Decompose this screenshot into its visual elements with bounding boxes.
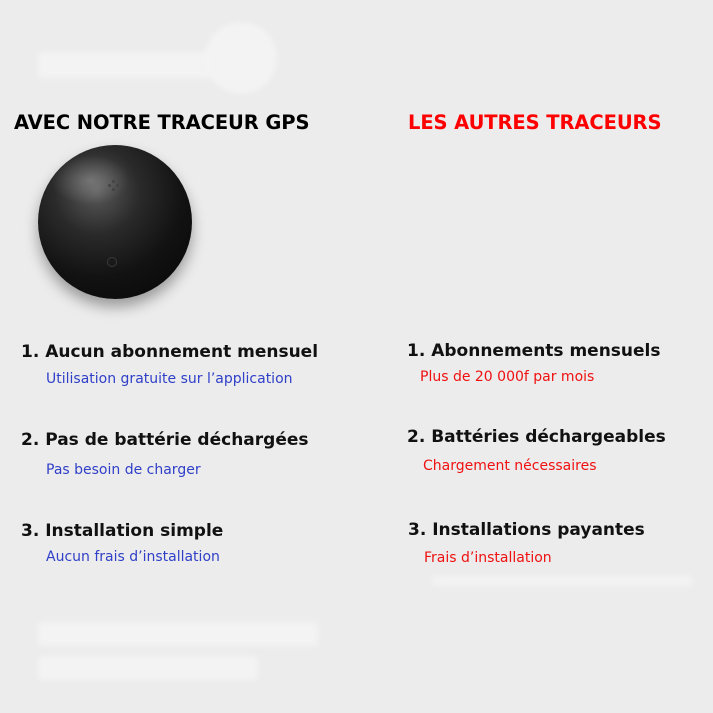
gps-tracker-image (38, 145, 192, 299)
right-item-2-subtitle: Chargement nécessaires (423, 458, 597, 474)
faded-text-bottom-1 (38, 622, 318, 646)
device-mic-holes (108, 180, 120, 192)
faded-text-bottom-2 (38, 656, 258, 680)
right-item-1-subtitle: Plus de 20 000f par mois (420, 369, 595, 385)
heading-other-trackers: LES AUTRES TRACEURS (408, 111, 662, 134)
left-item-2-title: 2. Pas de battérie déchargées (21, 430, 309, 450)
right-item-2-title: 2. Battéries déchargeables (407, 427, 666, 447)
left-item-1-title: 1. Aucun abonnement mensuel (21, 342, 319, 362)
faded-text-top-left (38, 52, 213, 78)
left-item-3-title: 3. Installation simple (21, 521, 224, 541)
right-item-1-title: 1. Abonnements mensuels (407, 341, 661, 361)
faded-line-right (432, 576, 692, 586)
left-item-3-subtitle: Aucun frais d’installation (46, 549, 220, 565)
right-item-3-subtitle: Frais d’installation (424, 550, 552, 566)
left-item-1-subtitle: Utilisation gratuite sur l’application (46, 371, 293, 387)
device-button (107, 257, 117, 267)
left-item-2-subtitle: Pas besoin de charger (46, 462, 201, 478)
faded-circle-top (205, 22, 277, 94)
heading-our-tracker: AVEC NOTRE TRACEUR GPS (14, 111, 310, 134)
right-item-3-title: 3. Installations payantes (408, 520, 645, 540)
